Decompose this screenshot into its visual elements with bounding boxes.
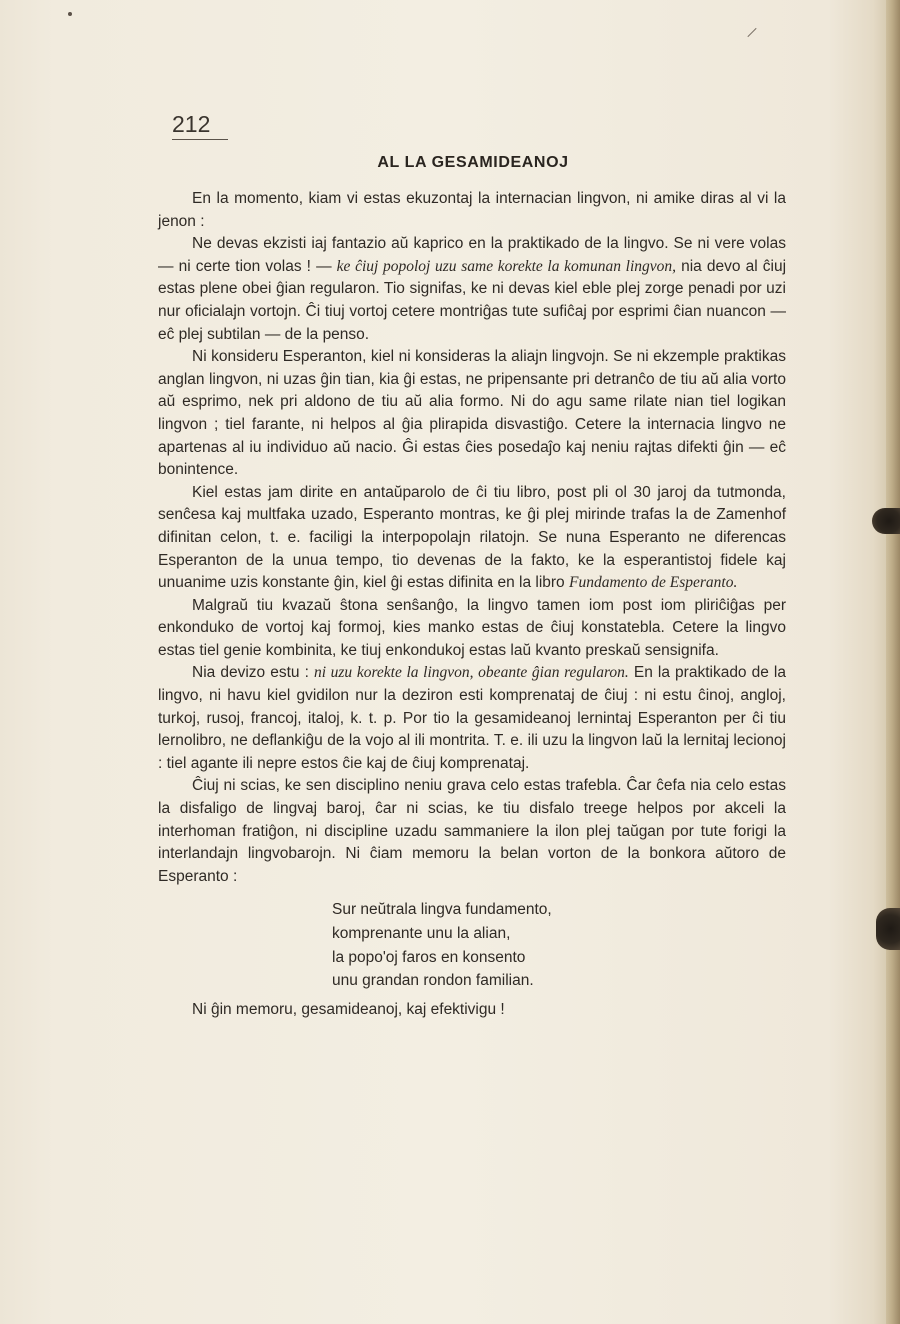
speck-mark	[68, 12, 72, 16]
paragraph	[158, 188, 786, 233]
paragraph-text: En la praktikado de la lingvo, ni havu kiel gvidilon nur la deziron esti komprenataj de ĉiuj : ni estu ĉinoj, angloj, turkoj, rusoj, francoj, italoj, k. t. p. Por tio la gesamideanoj lernintaj Esperanton per ĉi tiu lernolibro, ne deflankiĝu de la vojo al ili montrita. T. e. ili uzu la lingvon laŭ la lernitaj lecionoj : tiel agante ili nepre estos ĉie kaj de ĉiuj komprenataj.	[158, 664, 786, 772]
paragraph-text: Ni konsideru Esperanton, kiel ni konsideras la aliajn lingvojn. Se ni ekzemple praktikas anglan lingvon, ni uzas ĝin tian, kia ĝi estas, ne pripensante pri detranĉo de tiu aŭ alia vorto aŭ esprimo, nek pri aldono de tiu aŭ alia formo. Ni do agu same rilate nian tiel logikan lingvon ; tiel farante, ni helpos al ĝia plirapida disvastiĝo. Cetere la internacia lingvo ne apartenas al iu individuo aŭ nacio. Ĝi estas ĉies posedaĵo kaj neniu rajtas difekti ĝin — eĉ bonintence.	[158, 348, 786, 479]
poem-line: komprenante unu la alian,	[332, 925, 511, 942]
paragraph-text: Malgraŭ tiu kvazaŭ ŝtona senŝanĝo, la lingvo tamen iom post iom pliriĉiĝas per enkonduko de vortoj kaj formoj, kies manko estas de ĉiuj konstatebla. Cetere la lingvo estas tiel genie kombinita, ke tiuj enkondukoj estas laŭ kvanto preskaŭ sensignifa.	[158, 596, 786, 659]
page-title: AL LA GESAMIDEANOJ	[377, 154, 569, 171]
poem-line: Sur neŭtrala lingva fundamento,	[332, 901, 552, 919]
paragraph-text: Ĉiuj ni scias, ke sen disciplino neniu grava celo estas trafebla. Ĉar ĉefa nia celo estas la disfaligo de lingvaj baroj, ĉar ni scias, ke tiu disfalo treege helpos por akceli la interhoman fratiĝon, ni discipline uzadu sammaniere la ilon plej taŭgan por tute forigi la interlandajn lingvobarojn. Ni ĉiam memoru la belan vorton de la bonkora aŭtoro de Esperanto :	[158, 777, 786, 885]
paragraph-text: Nia devizo estu :	[192, 664, 314, 682]
paragraph	[158, 482, 786, 595]
page-edge	[886, 0, 900, 1324]
paragraph-text: nia devo al ĉiuj estas plene obei ĝian regularon. Tio signifas, ke ni devas kiel eble plej zorge penadi por uzi nur oficialajn vortojn. Ĉi tiuj vortoj cetere montriĝas tute sufiĉaj por esprimi ĉian nuancon — eĉ plej subtilan — de la penso.	[158, 257, 787, 343]
paragraph	[158, 662, 786, 775]
motto-text: ni uzu korekte la lingvon, obeante ĝian regularon.	[313, 664, 629, 682]
ink-blot-mark	[876, 908, 900, 950]
ink-blot-mark	[872, 508, 900, 534]
paragraph-text: Ne devas ekzisti iaj fantazio aŭ kaprico en la praktikado de la lingvo. Se ni vere volas — ni certe tion volas ! —	[158, 235, 786, 275]
article-body	[158, 188, 786, 1021]
paragraph-text: En la momento, kiam vi estas ekuzontaj la internacian lingvon, ni amike diras al vi la jenon :	[158, 190, 786, 230]
emphasis-text: ke ĉiuj popoloj uzu same korekte la komunan lingvon,	[336, 257, 677, 275]
paragraph	[158, 775, 786, 888]
closing-line	[158, 999, 786, 1022]
poem-quote	[332, 898, 786, 992]
paragraph	[158, 595, 786, 663]
closing-text: Ni ĝin memoru, gesamideanoj, kaj efektivigu !	[192, 1000, 505, 1018]
pencil-mark	[747, 28, 756, 37]
poem-line: unu grandan rondon familian.	[332, 972, 534, 990]
paragraph	[158, 233, 786, 346]
paragraph	[158, 346, 786, 482]
page-number: 212	[172, 110, 228, 140]
paragraph-text: Kiel estas jam dirite en antaŭparolo de ĉi tiu libro, post pli ol 30 jaroj da tutmonda, senĉesa kaj multfaka uzado, Esperanto montras, ke ĝi plej mirinde trafas la de Zamenhof difinitan celon, t. e. faciligi la interpopolajn rilatojn. Se nuna Esperanto ne diferencas Esperanton de la unua tempo, tio devenas de la fakto, ke la esperantistoj fidele kaj unuanime uzis konstante ĝin, kiel ĝi estas difinita en la libro	[158, 483, 786, 592]
book-title-text: Fundamento de Esperanto.	[569, 574, 738, 592]
poem-line: la popo'oj faros en konsento	[332, 948, 526, 966]
